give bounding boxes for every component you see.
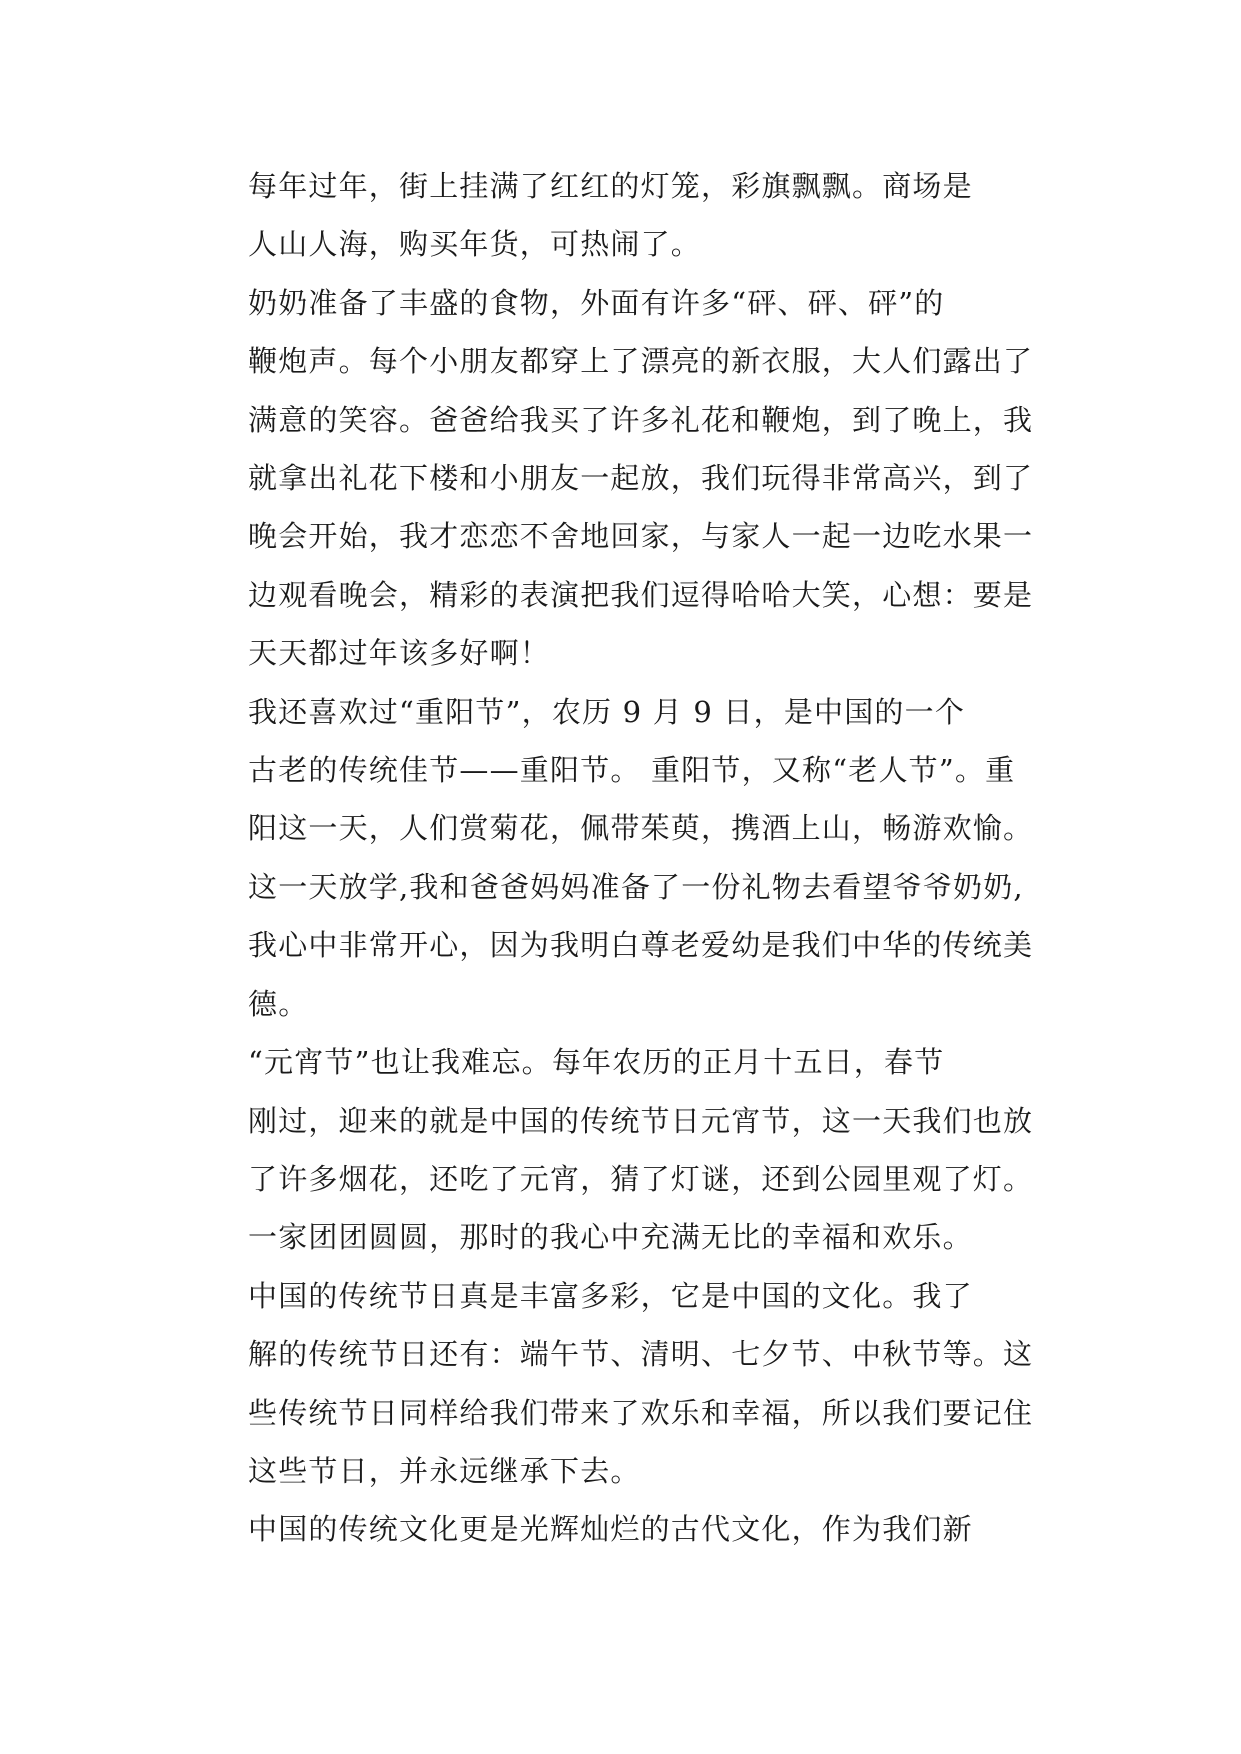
text-line: 就拿出礼花下楼和小朋友一起放，我们玩得非常高兴，到了 — [248, 461, 1034, 496]
text-line: 晚会开始，我才恋恋不舍地回家，与家人一起一边吃水果一 — [248, 519, 1034, 554]
text-line: 我还喜欢过“重阳节”，农历 9 月 9 日，是中国的一个 — [248, 694, 966, 729]
text-line: 我心中非常开心，因为我明白尊老爱幼是我们中华的传统美 — [248, 928, 1034, 963]
text-line: 中国的传统文化更是光辉灿烂的古代文化，作为我们新 — [248, 1512, 973, 1547]
paragraph-new-year-celebration — [190, 274, 1052, 683]
text-line: 了许多烟花，还吃了元宵，猜了灯谜，还到公园里观了灯。 — [248, 1161, 1034, 1196]
text-line: 天天都过年该多好啊！ — [248, 636, 551, 671]
text-line: 人山人海，购买年货，可热闹了。 — [248, 227, 702, 262]
text-line: 满意的笑容。爸爸给我买了许多礼花和鞭炮，到了晚上，我 — [248, 402, 1034, 437]
text-line: 每年过年，街上挂满了红红的灯笼，彩旗飘飘。商场是 — [248, 169, 973, 203]
text-line: 这些节日，并永远继承下去。 — [248, 1453, 641, 1488]
text-line: 边观看晚会，精彩的表演把我们逗得哈哈大笑，心想：要是 — [248, 577, 1034, 612]
text-line: 刚过，迎来的就是中国的传统节日元宵节，这一天我们也放 — [248, 1103, 1034, 1138]
paragraph-traditional-culture — [190, 1500, 1052, 1558]
text-line: 这一天放学,我和爸爸妈妈准备了一份礼物去看望爷爷奶奶, — [248, 869, 1024, 904]
text-line: 奶奶准备了丰盛的食物，外面有许多“砰、砰、砰”的 — [248, 285, 945, 320]
paragraph-traditional-festivals — [190, 1267, 1052, 1501]
document-body — [190, 157, 1052, 1559]
text-line: 鞭炮声。每个小朋友都穿上了漂亮的新衣服，大人们露出了 — [248, 344, 1034, 379]
text-line: 一家团团圆圆，那时的我心中充满无比的幸福和欢乐。 — [248, 1220, 973, 1255]
text-line: “元宵节”也让我难忘。每年农历的正月十五日，春节 — [248, 1045, 945, 1080]
paragraph-double-ninth — [190, 683, 1052, 1033]
paragraph-new-year — [190, 157, 1052, 274]
text-line: 中国的传统节日真是丰富多彩，它是中国的文化。我了 — [248, 1278, 973, 1313]
text-line: 解的传统节日还有：端午节、清明、七夕节、中秋节等。这 — [248, 1337, 1034, 1372]
paragraph-lantern-festival — [190, 1033, 1052, 1267]
text-line: 古老的传统佳节——重阳节。 重阳节，又称“老人节”。重 — [248, 753, 1016, 788]
text-line: 德。 — [248, 986, 309, 1021]
text-line: 些传统节日同样给我们带来了欢乐和幸福，所以我们要记住 — [248, 1395, 1034, 1430]
text-line: 阳这一天，人们赏菊花，佩带茱萸，携酒上山，畅游欢愉。 — [248, 811, 1034, 846]
